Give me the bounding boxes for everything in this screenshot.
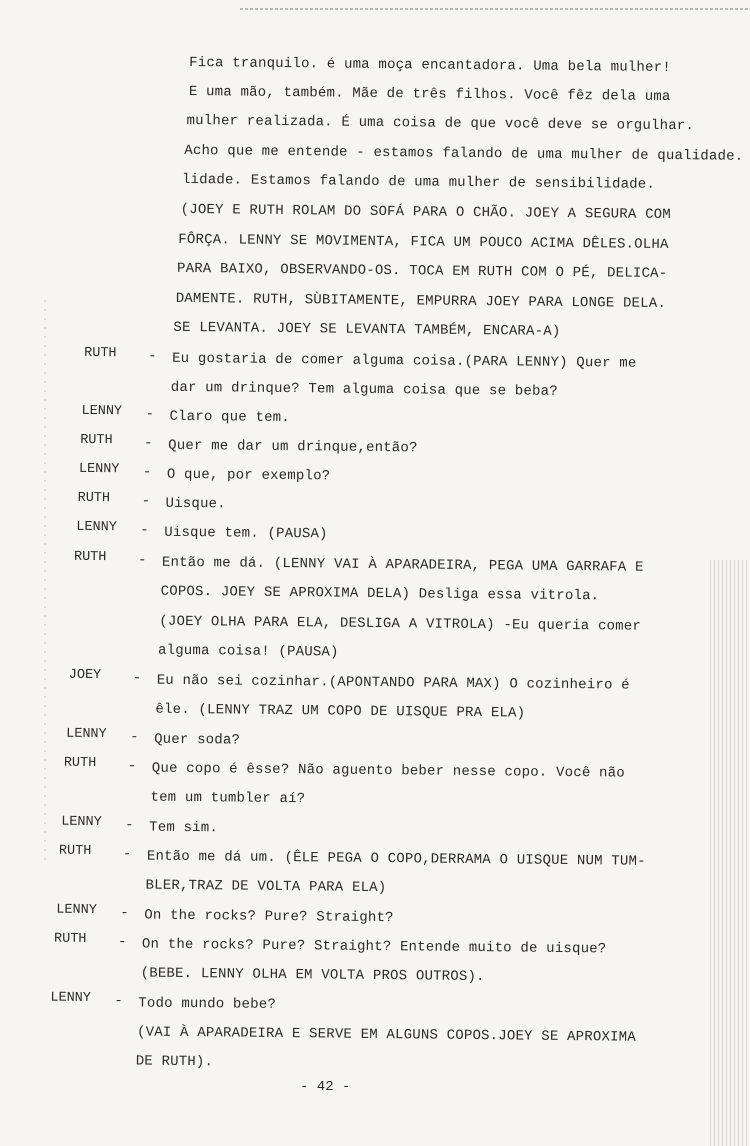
stage-direction: DAMENTE. RUTH, SÙBITAMENTE, EMPURRA JOEY PARA LONGE DELA. bbox=[175, 290, 667, 312]
text-line: Fica tranquilo. é uma moça encantadora. Uma bela mulher! bbox=[189, 54, 671, 77]
dash: - bbox=[145, 406, 154, 423]
dialogue-line: Que copo é êsse? Não aguento beber nesse copo. Você não bbox=[151, 760, 625, 782]
dialogue-line: Quer me dar um drinque,então? bbox=[168, 437, 418, 457]
dash: - bbox=[127, 758, 137, 775]
text-line: lidade. Estamos falando de uma mulher de sensibilidade. bbox=[181, 171, 656, 193]
dash: - bbox=[144, 435, 153, 452]
speaker-name: LENNY bbox=[56, 902, 97, 919]
stage-direction: BLER,TRAZ DE VOLTA PARA ELA) bbox=[145, 877, 387, 897]
dash: - bbox=[142, 464, 152, 481]
script-text bbox=[6, 0, 750, 1071]
dialogue-line: O que, por exemplo? bbox=[166, 466, 331, 485]
stage-direction: (VAI À APARADEIRA E SERVE EM ALGUNS COPOS.JOEY SE APROXIMA bbox=[136, 1024, 636, 1046]
speaker-name: JOEY bbox=[68, 667, 102, 684]
stage-direction: (BEBE. LENNY OLHA EM VOLTA PROS OUTROS). bbox=[140, 965, 485, 986]
dialogue-line: Eu não sei cozinhar.(APONTANDO PARA MAX) O cozinheiro é bbox=[156, 672, 630, 694]
stage-direction: (JOEY E RUTH ROLAM DO SOFÁ PARA O CHÃO. JOEY A SEGURA COM bbox=[180, 201, 671, 224]
speaker-name: LENNY bbox=[50, 990, 91, 1006]
speaker-name: RUTH bbox=[53, 931, 87, 947]
dialogue-line: êle. (LENNY TRAZ UM COPO DE UISQUE PRA ELA) bbox=[155, 701, 526, 722]
dialogue-line: Quer soda? bbox=[154, 731, 241, 749]
scan-edge-top bbox=[240, 8, 750, 10]
stage-direction: DE RUTH). bbox=[135, 1053, 214, 1071]
speaker-name: RUTH bbox=[63, 755, 97, 772]
speaker-name: LENNY bbox=[78, 461, 120, 478]
dash: - bbox=[148, 348, 157, 365]
speaker-name: RUTH bbox=[84, 345, 117, 362]
scan-mark-left bbox=[44, 300, 46, 860]
dash: - bbox=[122, 846, 132, 863]
stage-direction: FÔRÇA. LENNY SE MOVIMENTA, FICA UM POUCO ACIMA DÊLES.OLHA bbox=[178, 231, 669, 254]
dash: - bbox=[140, 522, 149, 539]
dialogue-line: On the rocks? Pure? Straight? bbox=[144, 907, 394, 927]
text-line: mulher realizada. É uma coisa de que você deve se orgulhar. bbox=[186, 112, 695, 135]
dialogue-line: alguma coisa! (PAUSA) bbox=[157, 642, 339, 661]
dash: - bbox=[120, 905, 129, 922]
speaker-name: RUTH bbox=[80, 432, 113, 449]
dash: - bbox=[137, 552, 147, 569]
dialogue-line: tem um tumbler aí? bbox=[150, 789, 306, 808]
speaker-name: LENNY bbox=[61, 814, 102, 831]
stage-direction: PARA BAIXO, OBSERVANDO-OS. TOCA EM RUTH COM O PÉ, DELICA- bbox=[176, 260, 668, 282]
dialogue-line: Eu gostaria de comer alguma coisa.(PARA LENNY) Quer me bbox=[172, 350, 637, 372]
speaker-name: LENNY bbox=[81, 403, 123, 420]
dialogue-line: dar um drinque? Tem alguma coisa que se beba? bbox=[170, 379, 558, 400]
page-number: - 42 - bbox=[300, 1079, 351, 1095]
dialogue-line: Todo mundo bebe? bbox=[138, 995, 277, 1013]
speaker-name: RUTH bbox=[73, 549, 107, 566]
dash: - bbox=[132, 670, 142, 687]
stage-direction: (JOEY OLHA PARA ELA, DESLIGA A VITROLA) -Eu queria comer bbox=[159, 613, 642, 635]
dialogue-line: Uisque. bbox=[165, 495, 226, 513]
dialogue-line: Uisque tem. (PAUSA) bbox=[164, 524, 328, 543]
dialogue-line: On the rocks? Pure? Straight? Entende muito de uisque? bbox=[141, 936, 607, 958]
stage-direction: SE LEVANTA. JOEY SE LEVANTA TAMBÉM, ENCARA-A) bbox=[173, 319, 561, 340]
text-line: Acho que me entende - estamos falando de uma mulher de qualidade. bbox=[184, 142, 744, 165]
text-line: E uma mão, também. Mãe de três filhos. Você fêz dela uma bbox=[188, 83, 671, 106]
dialogue-line: Tem sim. bbox=[149, 819, 219, 837]
dash: - bbox=[130, 729, 139, 746]
dialogue-line: Claro que tem. bbox=[169, 408, 290, 427]
dash: - bbox=[141, 493, 151, 510]
speaker-name: LENNY bbox=[66, 726, 107, 743]
speaker-name: RUTH bbox=[58, 843, 92, 859]
speaker-name: RUTH bbox=[77, 490, 111, 507]
stage-direction: COPOS. JOEY SE APROXIMA DELA) Desliga essa vitrola. bbox=[160, 583, 600, 605]
dash: - bbox=[114, 993, 123, 1010]
dialogue-line: Então me dá um. (ÊLE PEGA O COPO,DERRAMA O UISQUE NUM TUM- bbox=[146, 848, 646, 870]
speaker-name: LENNY bbox=[76, 519, 117, 536]
dash: - bbox=[125, 817, 134, 834]
dash: - bbox=[117, 934, 127, 951]
scan-edge-right bbox=[710, 560, 750, 1146]
dialogue-line: Então me dá. (LENNY VAI À APARADEIRA, PEGA UMA GARRAFA E bbox=[161, 554, 644, 576]
